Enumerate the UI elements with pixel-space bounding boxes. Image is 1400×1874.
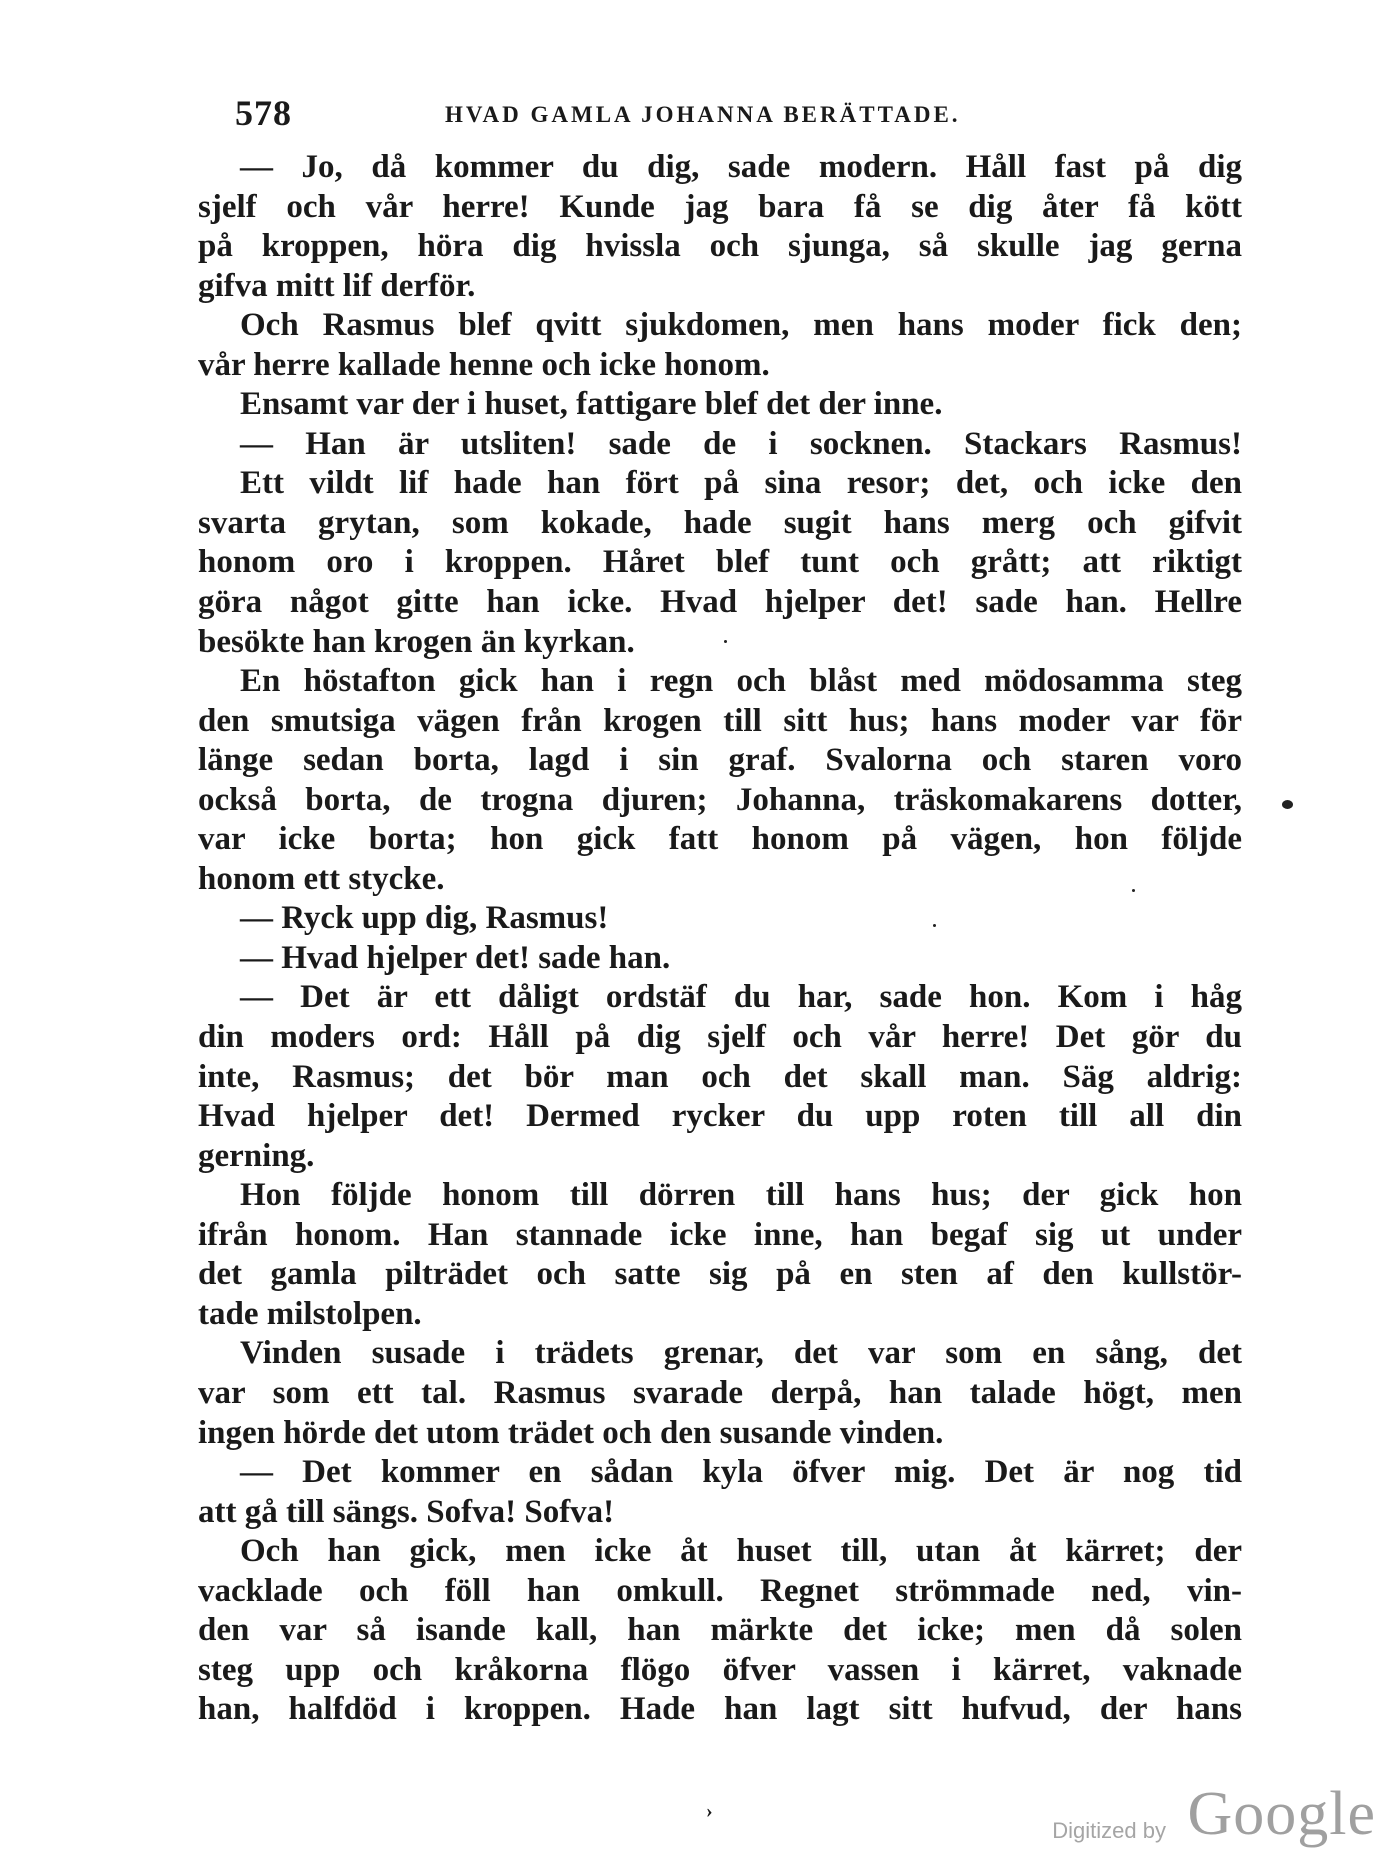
text-line: svarta grytan, som kokade, hade sugit hans merg och gifvit [198, 504, 1242, 541]
footer-mark: › [706, 1800, 713, 1822]
text-line: honom oro i kroppen. Håret blef tunt och grått; att riktigt [198, 544, 1242, 581]
text-line: på kroppen, höra dig hvissla och sjunga, så skulle jag gerna [198, 228, 1242, 265]
text-line: Ensamt var der i huset, fattigare blef det der inne. [240, 386, 943, 423]
body-text [198, 148, 1242, 1730]
text-line: den var så isande kall, han märkte det icke; men då solen [198, 1612, 1242, 1649]
text-line: — Han är utsliten! sade de i socknen. Stackars Rasmus! [240, 425, 1242, 462]
text-line: det gamla pilträdet och satte sig på en sten af den kullstör- [198, 1256, 1242, 1293]
digitized-by-google-watermark [996, 1780, 1376, 1850]
text-line: han, halfdöd i kroppen. Hade han lagt sitt hufvud, der hans [198, 1691, 1242, 1728]
text-line: gerning. [198, 1137, 315, 1174]
ink-speck [933, 924, 936, 927]
ink-speck [1132, 889, 1135, 892]
text-line: — Det är ett dåligt ordstäf du har, sade hon. Kom i håg [240, 979, 1242, 1016]
text-line: Och han gick, men icke åt huset till, utan åt kärret; der [240, 1533, 1242, 1570]
text-line: — Ryck upp dig, Rasmus! [240, 900, 609, 937]
text-line: Vinden susade i trädets grenar, det var som en sång, det [240, 1335, 1242, 1372]
text-line: tade milstolpen. [198, 1295, 422, 1332]
text-line: honom ett stycke. [198, 860, 445, 897]
text-line: var icke borta; hon gick fatt honom på vägen, hon följde [198, 821, 1242, 858]
text-line: var som ett tal. Rasmus svarade derpå, han talade högt, men [198, 1374, 1242, 1411]
digitized-label: Digitized by [1052, 1818, 1166, 1843]
text-line: sjelf och vår herre! Kunde jag bara få se dig åter få kött [198, 188, 1242, 225]
ink-speck [1282, 800, 1293, 809]
text-line: länge sedan borta, lagd i sin graf. Svalorna och staren voro [198, 742, 1242, 779]
text-line: Ett vildt lif hade han fört på sina resor; det, och icke den [240, 465, 1242, 502]
running-title: HVAD GAMLA JOHANNA BERÄTTADE. [445, 102, 961, 127]
text-line: Hon följde honom till dörren till hans hus; der gick hon [240, 1177, 1242, 1214]
text-line: Och Rasmus blef qvitt sjukdomen, men hans moder fick den; [240, 307, 1242, 344]
text-line: inte, Rasmus; det bör man och det skall man. Säg aldrig: [198, 1058, 1242, 1095]
text-line: vacklade och föll han omkull. Regnet strömmade ned, vin- [198, 1572, 1242, 1609]
ink-speck [724, 640, 727, 643]
page-number: 578 [235, 93, 292, 133]
text-line: att gå till sängs. Sofva! Sofva! [198, 1493, 615, 1530]
text-line: steg upp och kråkorna flögo öfver vassen i kärret, vaknade [198, 1651, 1242, 1688]
text-line: En höstafton gick han i regn och blåst med mödosamma steg [240, 663, 1242, 700]
text-line: göra något gitte han icke. Hvad hjelper det! sade han. Hellre [198, 584, 1242, 621]
text-line: ifrån honom. Han stannade icke inne, han begaf sig ut under [198, 1216, 1242, 1253]
text-line: — Jo, då kommer du dig, sade modern. Håll fast på dig [240, 149, 1242, 185]
text-line: — Hvad hjelper det! sade han. [240, 939, 671, 976]
google-logo: Google [1187, 1780, 1376, 1848]
text-line: — Det kommer en sådan kyla öfver mig. Det är nog tid [240, 1454, 1242, 1491]
text-line: den smutsiga vägen från krogen till sitt hus; hans moder var för [198, 702, 1242, 739]
text-line: gifva mitt lif derför. [198, 267, 476, 304]
text-line: Hvad hjelper det! Dermed rycker du upp roten till all din [198, 1098, 1242, 1135]
text-line: besökte han krogen än kyrkan. [198, 623, 635, 660]
page-header [235, 92, 1250, 142]
text-line: ingen hörde det utom trädet och den susande vinden. [198, 1414, 944, 1451]
text-line: vår herre kallade henne och icke honom. [198, 346, 770, 383]
text-line: också borta, de trogna djuren; Johanna, träskomakarens dotter, [198, 781, 1242, 818]
text-line: din moders ord: Håll på dig sjelf och vår herre! Det gör du [198, 1019, 1242, 1056]
